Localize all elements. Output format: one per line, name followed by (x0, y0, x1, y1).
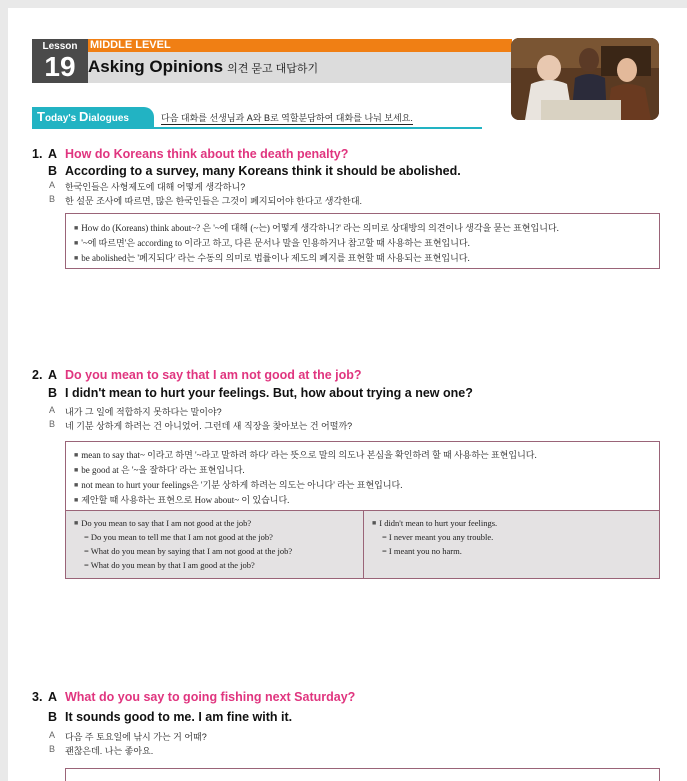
item-3-kor-b: 괜찮은데. 나는 좋아요. (65, 746, 154, 756)
table-line (74, 518, 251, 528)
note-line (74, 493, 289, 506)
item-2-kor-a: 내가 그 일에 적합하지 못하다는 말이야? (65, 407, 222, 417)
item-1-kor-a-label: A (49, 180, 56, 190)
square-bullet-icon: ■ (74, 451, 79, 459)
item-2-b-text: I didn't mean to hurt your feelings. But, how about trying a new one? (65, 386, 473, 400)
worksheet-page (8, 8, 687, 781)
dialogues-instruction: 다음 대화를 선생님과 A와 B로 역할분담하여 대화를 나눠 보세요. (161, 113, 413, 123)
table-line: = I never meant you any trouble. (382, 532, 494, 542)
square-bullet-icon: ■ (74, 254, 79, 262)
item-3-b-label: B (48, 710, 58, 724)
square-bullet-icon: ■ (74, 466, 79, 474)
note-text: not mean to hurt your feelings은 '기분 상하게 하려는 의도는 아니다' 라는 표현입니다. (81, 480, 403, 490)
item-1-note-box (65, 213, 660, 269)
item-2-kor-a-label: A (49, 405, 56, 415)
item-3-note-box (65, 768, 660, 781)
table-line: = I meant you no harm. (382, 546, 462, 556)
item-2-kor-b-label: B (49, 419, 56, 429)
lesson-title-ko: 의견 묻고 대답하기 (227, 63, 319, 75)
item-2-b-label: B (48, 386, 58, 400)
tab-label-part2: ialogues (88, 113, 129, 124)
item-3-a-label: A (48, 690, 58, 704)
table-text: Do you mean to say that I am not good at the job? (81, 518, 252, 528)
item-2-a-text: Do you mean to say that I am not good at the job? (65, 368, 362, 382)
todays-dialogues-tab (32, 107, 154, 127)
tab-label-d: D (79, 109, 89, 124)
level-label: MIDDLE LEVEL (90, 39, 171, 51)
table-text: I didn't mean to hurt your feelings. (379, 518, 498, 528)
note-text: be good at 은 '~을 잘하다' 라는 표현입니다. (81, 465, 245, 475)
todays-dialogues-rule (32, 127, 482, 129)
item-1-kor-b: 한 설문 조사에 따르면, 많은 한국인들은 그것이 폐지되어야 한다고 생각한대. (65, 196, 363, 206)
tab-label-part1: oday's (44, 113, 80, 124)
note-text: mean to say that~ 이라고 하면 '~라고 말하려 하다' 라는 뜻으로 말의 의도나 본심을 확인하려 할 때 사용하는 표현입니다. (81, 450, 537, 460)
item-3-b-text: It sounds good to me. I am fine with it. (65, 710, 293, 724)
table-line (372, 518, 497, 528)
square-bullet-icon: ■ (74, 481, 79, 489)
item-2-expression-table (65, 510, 660, 579)
square-bullet-icon: ■ (74, 224, 79, 232)
lesson-title-en: Asking Opinions (88, 57, 224, 76)
item-1-a-label: A (48, 147, 58, 161)
table-line: = Do you mean to tell me that I am not good at the job? (84, 532, 273, 542)
table-line: = What do you mean by that I am good at the job? (84, 560, 255, 570)
tab-label-t: T (37, 109, 45, 124)
item-2-number: 2. (32, 368, 43, 382)
item-1-a-text: How do Koreans think about the death penalty? (65, 147, 349, 161)
item-2-note-box (65, 441, 660, 511)
note-text: How do (Koreans) think about~? 은 '~에 대해 (~는) 어떻게 생각하니?' 라는 의미로 상대방의 의견이나 생각을 묻는 표현입니다. (81, 223, 559, 233)
lesson-number: 19 (44, 51, 76, 82)
classroom-photo-illustration (511, 38, 659, 120)
lesson-badge (32, 39, 88, 83)
note-text: '~에 따르면'은 according to 이라고 하고, 다른 문서나 말을 인용하거나 참고할 때 사용하는 표현입니다. (81, 238, 470, 248)
item-1-kor-b-label: B (49, 194, 56, 204)
note-line (74, 221, 559, 234)
square-bullet-icon: ■ (74, 239, 79, 247)
square-bullet-icon: ■ (74, 496, 79, 504)
item-2-kor-b: 네 기분 상하게 하려는 건 아니었어. 그런데 새 직장을 찾아보는 건 어떨까? (65, 421, 353, 431)
classroom-photo (511, 38, 659, 120)
note-line (74, 463, 245, 476)
note-text: 제안할 때 사용하는 표현으로 How about~ 이 있습니다. (81, 495, 290, 505)
item-3-a-text: What do you say to going fishing next Saturday? (65, 690, 356, 704)
item-1-b-text: According to a survey, many Koreans think it should be abolished. (65, 164, 461, 178)
item-1-number: 1. (32, 147, 43, 161)
square-bullet-icon: ■ (74, 519, 79, 527)
item-1-b-label: B (48, 164, 58, 178)
expression-table-right (364, 511, 659, 578)
lesson-title (88, 57, 318, 77)
note-line (74, 236, 470, 249)
note-line (74, 251, 470, 264)
item-3-kor-a-label: A (49, 730, 56, 740)
note-line (74, 478, 402, 491)
note-line (74, 448, 537, 461)
item-3-number: 3. (32, 690, 43, 704)
item-3-kor-b-label: B (49, 744, 56, 754)
lesson-word: Lesson (42, 41, 78, 52)
item-3-kor-a: 다음 주 토요일에 낚시 가는 거 어때? (65, 732, 207, 742)
square-bullet-icon: ■ (372, 519, 377, 527)
item-1-kor-a: 한국인들은 사형제도에 대해 어떻게 생각하니? (65, 182, 246, 192)
item-2-a-label: A (48, 368, 58, 382)
note-text: be abolished는 '폐지되다' 라는 수동의 의미로 법률이나 제도의 폐지를 표현할 때 사용되는 표현입니다. (81, 253, 470, 263)
expression-table-left (66, 511, 364, 578)
table-line: = What do you mean by saying that I am not good at the job? (84, 546, 293, 556)
